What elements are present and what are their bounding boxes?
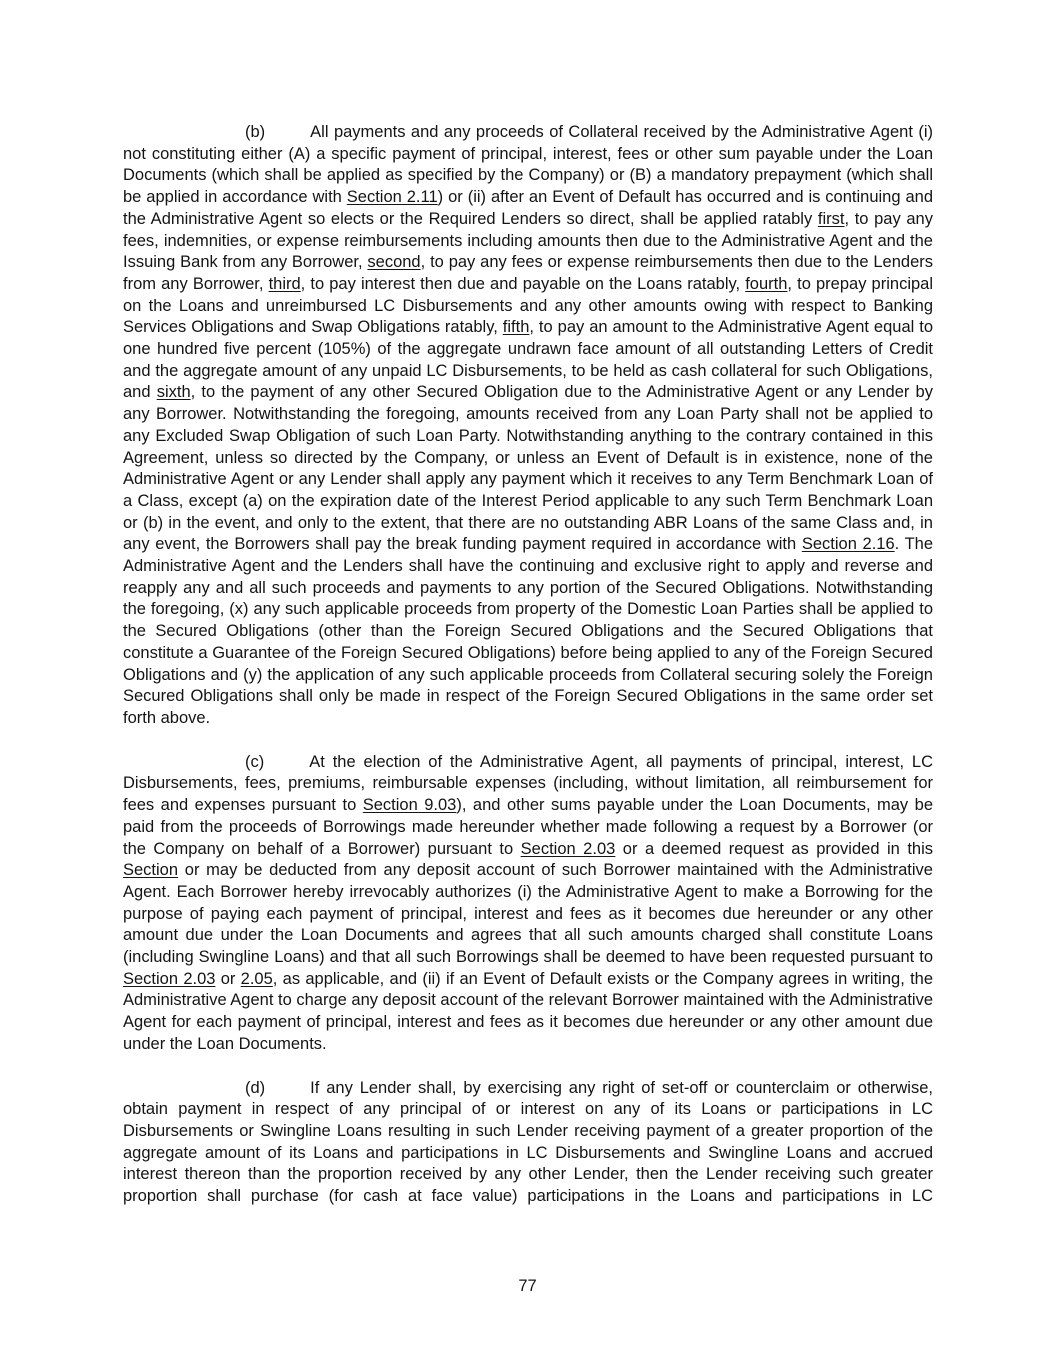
text-segment: or <box>215 969 241 988</box>
underlined-reference: Section 2.16 <box>801 535 895 554</box>
text-segment: , to pay any fees, indemnities, or expense reimbursements including amounts then due to the Administrative Agent and the Issuing Bank from any Borrower, <box>123 209 933 272</box>
underlined-reference: second <box>367 253 421 272</box>
text-segment: , to pay interest then due and payable on the Loans ratably, <box>300 274 746 293</box>
text-segment: or may be deducted from any deposit account of such Borrower maintained with the Administrative Agent. Each Borrower hereby irrevocably authorizes (i) the Administrative Agent to make a Borrowing for the purpose of paying each payment of principal, interest and fees as it becomes due hereunder or any other amount due under the Loan Documents and agrees that all such amounts charged shall constitute Loans (including Swingline Loans) and that all such Borrowings shall be deemed to have been requested pursuant to <box>123 861 933 967</box>
paragraph-c-label: (c) <box>245 752 265 771</box>
paragraph-c <box>123 752 933 1056</box>
paragraph-b-text <box>123 123 933 727</box>
underlined-reference: fifth <box>502 318 530 337</box>
underlined-reference: 2.05 <box>240 969 273 988</box>
underlined-reference: sixth <box>156 383 191 402</box>
underlined-reference: third <box>268 274 301 293</box>
text-segment: , to pay an amount to the Administrative Agent equal to one hundred five percent (105%) of the aggregate undrawn face amount of all outstanding Letters of Credit and the aggregate amount of any unpaid LC Disbursements, to be held as cash collateral for such Obligations, and <box>123 318 933 402</box>
underlined-reference: Section 2.03 <box>520 839 616 858</box>
text-segment: , to the payment of any other Secured Obligation due to the Administrative Agent or any Lender by any Borrower. Notwithstanding the foregoing, amounts received from any Loan Party shall not be applied to any Excluded Swap Obligation of such Loan Party. Notwithstanding anything to the contrary contained in this Agreement, unless so directed by the Company, or unless an Event of Default is in existence, none of the Administrative Agent or any Lender shall apply any payment which it receives to any Term Benchmark Loan of a Class, except (a) on the expiration date of the Interest Period applicable to any such Term Benchmark Loan or (b) in the event, and only to the extent, that there are no outstanding ABR Loans of the same Class and, in any event, the Borrowers shall pay the break funding payment required in accordance with <box>123 383 933 554</box>
underlined-reference: Section 2.03 <box>123 969 216 988</box>
text-segment: ), and other sums payable under the Loan Documents, may be paid from the proceeds of Borrowings made hereunder whether made following a request by a Borrower (or the Company on behalf of a Borrower) pursuant to <box>123 796 934 858</box>
paragraph-d <box>123 1078 933 1208</box>
paragraph-b-label: (b) <box>245 123 266 141</box>
text-segment: At the election of the Administrative Agent, all payments of principal, interest, LC Disbursements, fees, premiums, reimbursable expenses (including, without limitation, all reimbursement for fees and expenses pursuant to <box>123 752 933 815</box>
paragraph-b <box>123 122 933 730</box>
text-segment: If any Lender shall, by exercising any right of set-off or counterclaim or otherwise, obtain payment in respect of any principal of or interest on any of its Loans or participations in LC Disbursements or Swingline Loans resulting in such Lender receiving payment of a greater proportion of the aggregate amount of its Loans and participations in LC Disbursements and Swingline Loans and accrued interest thereon than the proportion received by any other Lender, then the Lender receiving such greater proportion shall purchase (for cash at face value) participations in the Loans and participations in LC <box>123 1078 933 1206</box>
page-number: 77 <box>518 1277 537 1295</box>
text-segment: , to prepay principal on the Loans and unreimbursed LC Disbursements and any other amounts owing with respect to Banking Services Obligations and Swap Obligations ratably, <box>123 274 934 337</box>
underlined-reference: Section 2.11 <box>346 188 438 207</box>
paragraph-d-label: (d) <box>245 1078 266 1097</box>
paragraph-d-text <box>123 1079 933 1206</box>
underlined-reference: first <box>817 209 845 228</box>
text-segment: or a deemed request as provided in this <box>615 839 934 858</box>
text-segment: ) or (ii) after an Event of Default has occurred and is continuing and the Administrative Agent so elects or the Required Lenders so direct, shall be applied ratably <box>123 188 933 228</box>
underlined-reference: fourth <box>745 274 788 293</box>
text-segment: . The Administrative Agent and the Lenders shall have the continuing and exclusive right to apply and reverse and reapply any and all such proceeds and payments to any portion of the Secured Obligations. Notwithstanding the foregoing, (x) any such applicable proceeds from property of the Domestic Loan Parties shall be applied to the Secured Obligations (other than the Foreign Secured Obligations and the Secured Obligations that constitute a Guarantee of the Foreign Secured Obligations) before being applied to any of the Foreign Secured Obligations and (y) the application of any such applicable proceeds from Collateral securing solely the Foreign Secured Obligations shall only be made in respect of the Foreign Secured Obligations in the same order set forth above. <box>123 535 933 727</box>
underlined-reference: Section 9.03 <box>362 796 457 815</box>
document-content <box>123 122 933 1208</box>
text-segment: All payments and any proceeds of Collateral received by the Administrative Agent (i) not constituting either (A) a specific payment of principal, interest, fees or other sum payable under the Loan Documents (which shall be applied as specified by the Company) or (B) a mandatory prepayment (which shall be applied in accordance with <box>123 123 933 207</box>
paragraph-c-text <box>123 753 933 1053</box>
text-segment: , as applicable, and (ii) if an Event of Default exists or the Company agrees in writing, the Administrative Agent to charge any deposit account of the relevant Borrower maintained with the Administrative Agent for each payment of principal, interest and fees as it becomes due hereunder or any other amount due under the Loan Documents. <box>123 969 934 1053</box>
underlined-reference: Section <box>123 861 179 880</box>
text-segment: , to pay any fees or expense reimbursements then due to the Lenders from any Borrower, <box>123 253 933 293</box>
